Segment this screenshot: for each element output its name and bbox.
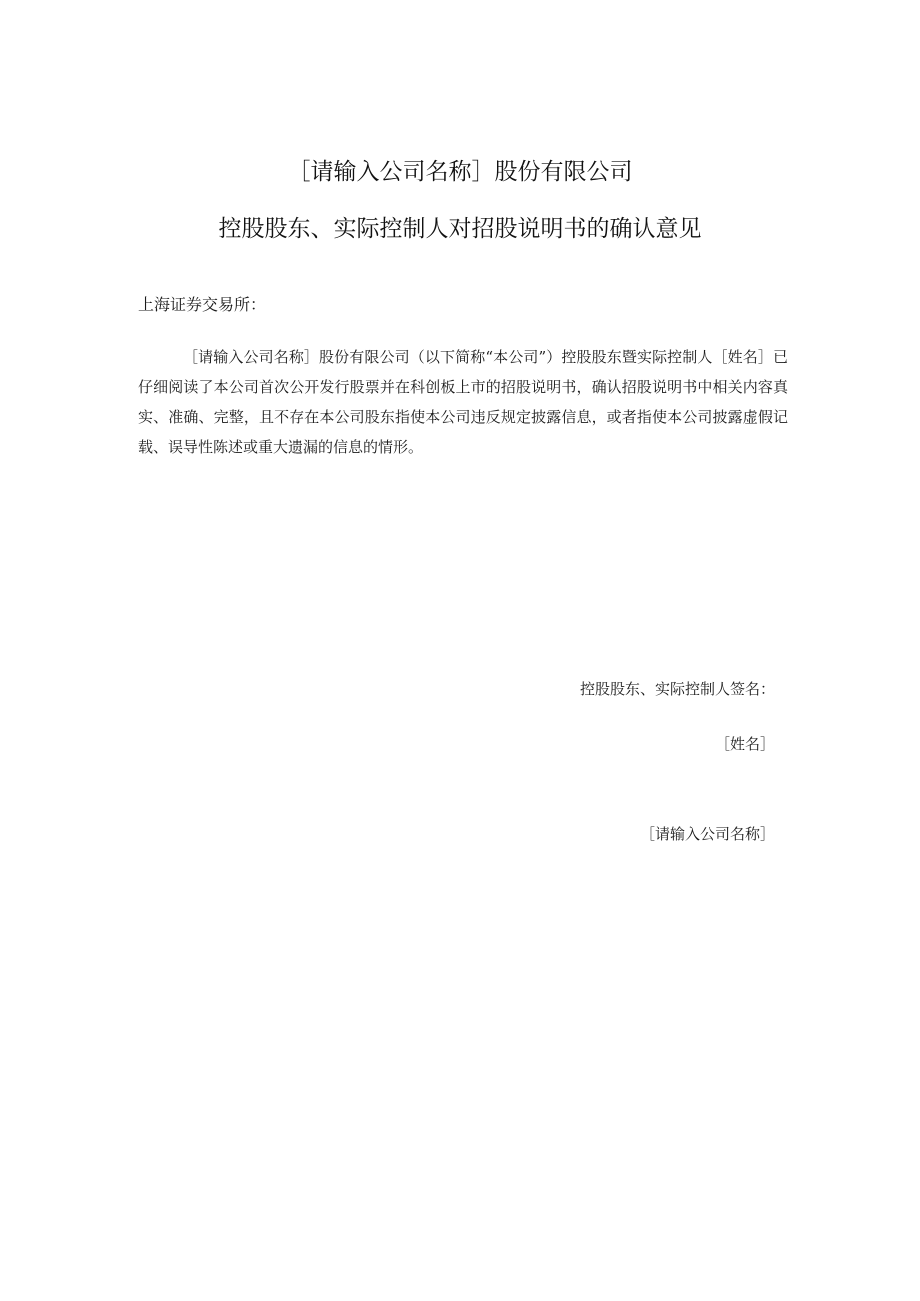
document-subtitle: 控股股东、实际控制人对招股说明书的确认意见	[218, 216, 702, 242]
document-title: ［请输入公司名称］股份有限公司	[287, 159, 633, 185]
signature-label: 控股股东、实际控制人签名：	[579, 680, 775, 698]
addressee: 上海证券交易所：	[138, 295, 267, 314]
signature-company-placeholder: ［请输入公司名称］	[639, 825, 775, 843]
confirmation-paragraph: ［请输入公司名称］股份有限公司（以下简称“本公司”）控股股东暨实际控制人［姓名］已仔细阅读了本公司首次公开发行股票并在科创板上市的招股说明书，确认招股说明书中相关内容真实、准确、完整，且不存在本公司股东指使本公司违反规定披露信息，或者指使本公司披露虚假记载、误导性陈述或重大遗漏的信息的情形。	[138, 348, 788, 456]
signature-name-placeholder: ［姓名］	[714, 735, 775, 753]
